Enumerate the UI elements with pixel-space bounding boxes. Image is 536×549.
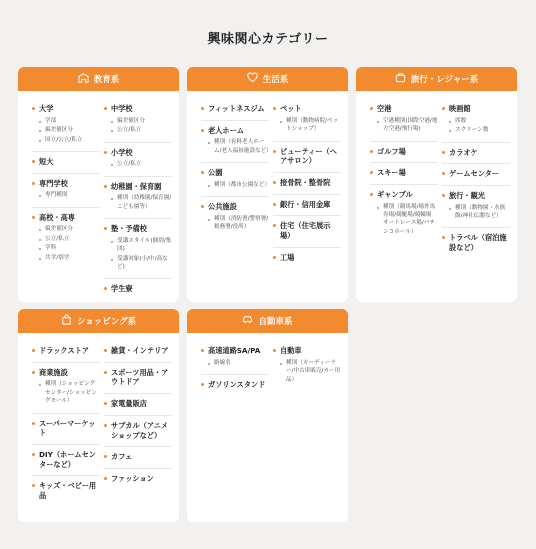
category-title: 旅行・観光: [442, 191, 510, 201]
subcategory-item: 種別（競馬場/場外馬券場/競艇場/競輪場 オートレース場/パチンコホール）: [377, 203, 438, 237]
category-title: 住宅（住宅展示場）: [273, 221, 341, 240]
subcategory-item: 公立/私立: [111, 126, 172, 134]
subcategory-item: 空港種別(国際空港/地方空港/飛行場): [377, 117, 438, 134]
subcategory-list: [104, 194, 172, 211]
category-title: ガソリンスタンド: [201, 380, 269, 390]
category-title: 公園: [201, 168, 269, 178]
page-title: 興味関心カテゴリー: [207, 32, 329, 47]
category-title: 雑貨・インテリア: [104, 346, 172, 356]
category-title: キッズ・ベビー用品: [32, 481, 100, 500]
subcategory-item: 種別（有料老人ホーム/老人福祉施設など）: [208, 138, 269, 155]
category-item: [104, 177, 172, 220]
category-item: [273, 216, 341, 247]
category-title: ギャンブル: [370, 190, 438, 200]
category-item: [32, 445, 100, 476]
category-title: ドラックストア: [32, 346, 100, 356]
card-title: 自動車系: [258, 317, 293, 327]
category-title: 商業施設: [32, 368, 100, 378]
category-title: 小学校: [104, 148, 172, 158]
category-title: カフェ: [104, 452, 172, 462]
category-item: [32, 476, 100, 506]
category-title: サブカル（アニメショップなど）: [104, 421, 172, 440]
category-item: [32, 341, 100, 363]
category-title: 高校・高専: [32, 213, 100, 223]
category-title: フィットネスジム: [201, 104, 269, 114]
category-item: [104, 416, 172, 447]
category-item: [273, 248, 341, 269]
subcategory-item: 公立/私立: [39, 235, 100, 243]
category-title: ビューティー（ヘアサロン）: [273, 147, 341, 166]
category-item: [442, 164, 510, 186]
category-title: 工場: [273, 253, 341, 263]
school-building-icon: [78, 72, 89, 86]
category-title: 幼稚園・保育園: [104, 182, 172, 192]
category-item: [273, 341, 341, 391]
category-item: [104, 394, 172, 416]
subcategory-item: 受講対象(小/中/高など): [111, 255, 172, 272]
category-title: 自動車: [273, 346, 341, 356]
category-title: スーパーマーケット: [32, 419, 100, 438]
category-title: ゲームセンター: [442, 169, 510, 179]
category-title: ファッション: [104, 474, 172, 484]
column-left: [201, 99, 272, 239]
subcategory-list: [370, 203, 438, 237]
category-title: 銀行・信用金庫: [273, 200, 341, 210]
category-item: [32, 414, 100, 445]
subcategory-list: [32, 225, 100, 262]
column-left: [32, 99, 100, 269]
subcategory-item: 種別（消防署/警察署/税務署/役所）: [208, 215, 269, 232]
category-item: [273, 195, 341, 217]
category-title: スポーツ用品・アウトドア: [104, 368, 172, 387]
column-right: [104, 99, 172, 300]
category-title: 短大: [32, 157, 100, 167]
category-title: 接骨院・整骨院: [273, 178, 341, 188]
card-living: [187, 67, 348, 302]
category-title: 空港: [370, 104, 438, 114]
card-car: [187, 309, 348, 522]
subcategory-list: [32, 380, 100, 405]
subcategory-list: [273, 117, 341, 134]
card-header-travel: [356, 67, 517, 91]
card-shopping: [18, 309, 179, 522]
category-item: [201, 121, 272, 164]
card-title: ショッピング系: [76, 317, 137, 327]
subcategory-list: [273, 359, 341, 384]
subcategory-item: 席数: [449, 117, 510, 125]
category-title: ゴルフ場: [370, 147, 438, 157]
category-title: ペット: [273, 104, 341, 114]
category-item: [442, 143, 510, 165]
subcategory-list: [201, 215, 269, 232]
column-right: [273, 341, 341, 391]
subcategory-list: [32, 191, 100, 199]
subcategory-item: 学部: [39, 117, 100, 125]
subcategory-item: 学科: [39, 244, 100, 252]
category-item: [32, 208, 100, 269]
category-item: [32, 152, 100, 174]
category-item: [273, 142, 341, 173]
heart-icon: [247, 72, 258, 86]
card-header-shopping: [18, 309, 179, 333]
column-right: [104, 341, 172, 490]
card-header-education: [18, 67, 179, 91]
subcategory-item: 受講スタイル(個別/集団): [111, 237, 172, 254]
category-title: DIY（ホームセンターなど）: [32, 450, 100, 469]
subcategory-list: [32, 117, 100, 144]
category-item: [201, 375, 269, 396]
category-item: [370, 185, 438, 243]
card-header-car: [187, 309, 348, 333]
subcategory-item: 種別（幼稚園/保育園/こども園等）: [111, 194, 172, 211]
category-item: [104, 279, 172, 300]
category-item: [370, 163, 438, 185]
category-item: [104, 469, 172, 490]
subcategory-list: [370, 117, 438, 134]
subcategory-list: [104, 160, 172, 168]
subcategory-list: [201, 181, 269, 189]
category-item: [442, 186, 510, 229]
category-item: [32, 363, 100, 414]
category-item: [104, 363, 172, 394]
car-icon: [242, 314, 253, 328]
card-travel: [356, 67, 517, 302]
subcategory-item: 種別（都市公園など）: [208, 181, 269, 189]
subcategory-list: [104, 237, 172, 272]
subcategory-item: 偏差値区分: [39, 225, 100, 233]
category-item: [442, 99, 510, 143]
category-item: [201, 163, 269, 197]
category-item: [104, 143, 172, 177]
category-item: [201, 197, 269, 239]
card-education: [18, 67, 179, 302]
subcategory-list: [201, 359, 269, 367]
subcategory-list: [104, 117, 172, 135]
category-item: [370, 99, 438, 142]
category-title: 映画館: [442, 104, 510, 114]
subcategory-list: [442, 117, 510, 135]
category-item: [201, 99, 269, 121]
category-title: 専門学校: [32, 179, 100, 189]
suitcase-icon: [395, 72, 406, 86]
subcategory-item: 偏差値区分: [39, 126, 100, 134]
subcategory-list: [442, 204, 510, 221]
subcategory-item: 国立/公立/私立: [39, 136, 100, 144]
category-item: [201, 341, 269, 375]
category-item: [104, 447, 172, 469]
category-title: 高速道路SA/PA: [201, 346, 269, 356]
category-item: [104, 99, 172, 143]
column-right: [442, 99, 510, 259]
category-title: 大学: [32, 104, 100, 114]
subcategory-item: スクリーン数: [449, 126, 510, 134]
subcategory-item: 専門種別: [39, 191, 100, 199]
subcategory-list: [201, 138, 272, 155]
category-item: [32, 99, 100, 152]
subcategory-item: 共学/別学: [39, 254, 100, 262]
category-item: [442, 228, 510, 258]
category-title: トラベル（宿泊施設など）: [442, 233, 510, 252]
category-title: 中学校: [104, 104, 172, 114]
column-right: [273, 99, 341, 269]
subcategory-item: 偏差値区分: [111, 117, 172, 125]
subcategory-item: 公立/私立: [111, 160, 172, 168]
category-item: [273, 173, 341, 195]
category-title: スキー場: [370, 168, 438, 178]
category-item: [370, 142, 438, 164]
column-left: [201, 341, 269, 396]
shopping-bag-icon: [61, 314, 72, 328]
subcategory-item: 種別（動物園・水族館/神社仏閣など）: [449, 204, 510, 221]
column-left: [370, 99, 438, 243]
card-header-living: [187, 67, 348, 91]
subcategory-item: 路線名: [208, 359, 269, 367]
subcategory-item: 種別（カーディーラー/中古車販売/カー用品）: [280, 359, 341, 384]
category-item: [104, 341, 172, 363]
card-title: 旅行・レジャー系: [410, 75, 479, 85]
category-title: 学生寮: [104, 284, 172, 294]
card-title: 生活系: [262, 75, 289, 85]
category-item: [104, 219, 172, 279]
category-title: 塾・予備校: [104, 224, 172, 234]
subcategory-item: 種別（ショッピングセンター/ショッピングモール）: [39, 380, 100, 405]
column-left: [32, 341, 100, 507]
category-title: 家電量販店: [104, 399, 172, 409]
card-title: 教育系: [93, 75, 120, 85]
category-title: 公共施設: [201, 202, 269, 212]
category-title: カラオケ: [442, 148, 510, 158]
category-title: 老人ホーム: [201, 126, 269, 136]
category-item: [273, 99, 341, 142]
subcategory-item: 種別（動物病院/ペットショップ）: [280, 117, 341, 134]
category-item: [32, 174, 100, 208]
